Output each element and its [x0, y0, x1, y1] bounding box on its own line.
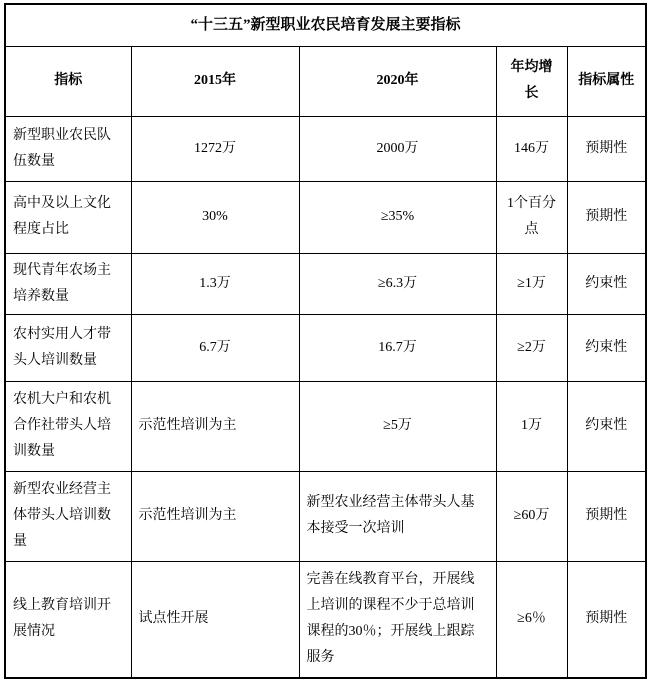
attribute-cell: 预期性 [567, 181, 646, 253]
growth-cell: ≥60万 [496, 471, 567, 561]
attribute-cell: 约束性 [567, 381, 646, 471]
header-attribute: 指标属性 [567, 46, 646, 116]
attribute-cell: 预期性 [567, 116, 646, 181]
indicator-cell: 高中及以上文化程度占比 [5, 181, 131, 253]
title-row [5, 4, 646, 46]
growth-cell: 146万 [496, 116, 567, 181]
table-row [5, 116, 646, 181]
header-2015: 2015年 [131, 46, 299, 116]
indicator-cell: 农机大户和农机合作社带头人培训数量 [5, 381, 131, 471]
value-2015-cell: 1272万 [131, 116, 299, 181]
value-2020-cell: 16.7万 [299, 314, 496, 381]
indicator-cell: 现代青年农场主培养数量 [5, 253, 131, 314]
table-title: “十三五”新型职业农民培育发展主要指标 [5, 4, 646, 46]
attribute-cell: 预期性 [567, 471, 646, 561]
indicator-cell: 农村实用人才带头人培训数量 [5, 314, 131, 381]
growth-cell: ≥1万 [496, 253, 567, 314]
indicator-cell: 新型职业农民队伍数量 [5, 116, 131, 181]
header-row [5, 46, 646, 116]
value-2015-cell: 1.3万 [131, 253, 299, 314]
value-2015-cell: 示范性培训为主 [131, 471, 299, 561]
value-2015-cell: 6.7万 [131, 314, 299, 381]
growth-cell: ≥6％ [496, 561, 567, 678]
indicator-cell: 新型农业经营主体带头人培训数量 [5, 471, 131, 561]
indicator-cell: 线上教育培训开展情况 [5, 561, 131, 678]
table-row [5, 381, 646, 471]
indicator-table [4, 3, 647, 679]
table-row [5, 471, 646, 561]
header-indicator: 指标 [5, 46, 131, 116]
value-2020-cell: 完善在线教育平台，开展线上培训的课程不少于总培训课程的30％；开展线上跟踪服务 [299, 561, 496, 678]
table-row [5, 181, 646, 253]
attribute-cell: 预期性 [567, 561, 646, 678]
growth-cell: 1万 [496, 381, 567, 471]
value-2020-cell: 新型农业经营主体带头人基本接受一次培训 [299, 471, 496, 561]
growth-cell: ≥2万 [496, 314, 567, 381]
value-2020-cell: 2000万 [299, 116, 496, 181]
growth-cell: 1个百分点 [496, 181, 567, 253]
value-2015-cell: 示范性培训为主 [131, 381, 299, 471]
value-2020-cell: ≥35% [299, 181, 496, 253]
attribute-cell: 约束性 [567, 314, 646, 381]
value-2020-cell: ≥6.3万 [299, 253, 496, 314]
table-row [5, 561, 646, 678]
table-row [5, 314, 646, 381]
header-growth: 年均增长 [496, 46, 567, 116]
header-2020: 2020年 [299, 46, 496, 116]
attribute-cell: 约束性 [567, 253, 646, 314]
value-2020-cell: ≥5万 [299, 381, 496, 471]
table-row [5, 253, 646, 314]
value-2015-cell: 30% [131, 181, 299, 253]
value-2015-cell: 试点性开展 [131, 561, 299, 678]
